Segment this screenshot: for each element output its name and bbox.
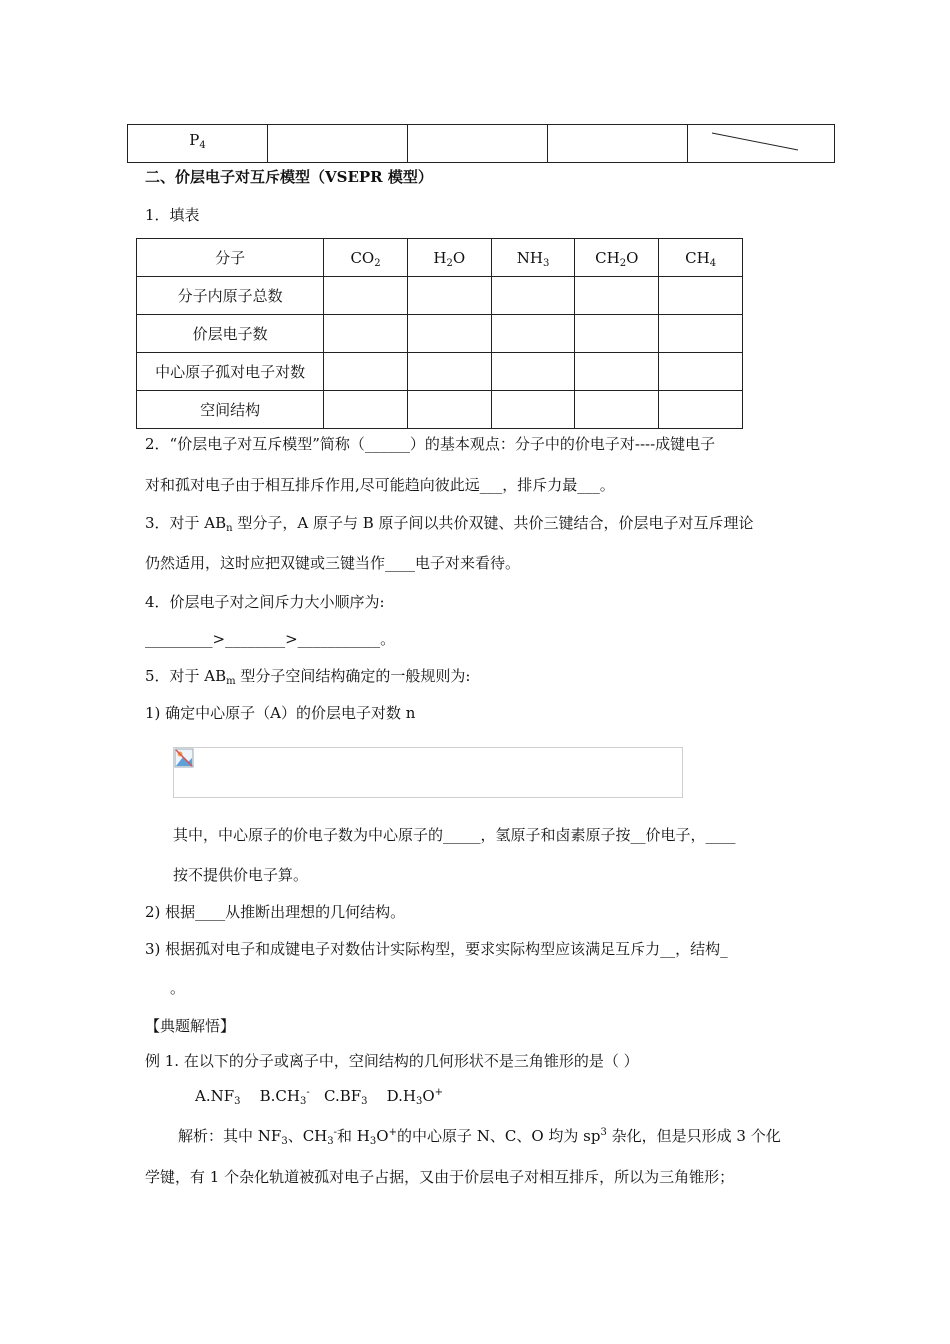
example-header: 【典题解悟】 [145,1017,236,1035]
question-5-step-1: 1) 确定中心原子（A）的价层电子对数 n [145,704,416,722]
broken-image-icon [174,748,194,768]
blank-cell [659,391,743,429]
blank-cell [324,353,408,391]
blank-cell [491,315,575,353]
table-row [137,353,743,391]
blank-cell [575,277,659,315]
header-cell: 分子 [137,239,324,277]
question-5-step-1-note-1: 其中，中心原子的价电子数为中心原子的_____，氢原子和卤素原子按__价电子，____ [173,826,736,844]
example-options: $A.NF_3$ $B.CH_3^-$ $C.BF_3$ $D.H_3O^+$ [195,1087,444,1107]
top-table-cell [548,125,688,163]
fill-table [136,238,743,429]
blank-cell [407,391,491,429]
blank-cell [659,277,743,315]
blank-cell [575,391,659,429]
blank-cell [324,277,408,315]
question-5-step-3: 3) 根据孤对电子和成键电子对数估计实际构型，要求实际构型应该满足互斥力__，结构_ [145,940,728,958]
row-label: 价层电子数 [137,315,324,353]
question-1-label: 1．填表 [145,206,200,224]
fill-table-header-row [137,239,743,277]
blank-cell [491,391,575,429]
table-row [137,277,743,315]
question-5-line-1: 5．对于 $AB_m$ 型分子空间结构确定的一般规则为: [145,667,471,687]
question-2-line-2: 对和孤对电子由于相互排斥作用,尽可能趋向彼此远___，排斥力最___。 [145,476,615,494]
top-table-cell-label: $P_4$ [128,125,268,163]
header-cell: $CH_4$ [659,239,743,277]
question-3-line-1: 3．对于 $AB_n$ 型分子，A 原子与 B 原子间以共价双键、共价三键结合，价层电子对互斥理论 [145,514,754,534]
blank-cell [324,315,408,353]
blank-cell [659,353,743,391]
header-cell: $H_2O$ [407,239,491,277]
blank-cell [407,315,491,353]
example-question: 例 1. 在以下的分子或离子中，空间结构的几何形状不是三角锥形的是（ ） [145,1052,639,1070]
blank-cell [491,277,575,315]
question-2-line-1: 2．“价层电子对互斥模型”简称（______）的基本观点：分子中的价电子对----成键电子 [145,435,716,453]
blank-cell [575,353,659,391]
blank-cell [324,391,408,429]
question-4-line-2: _________>________>___________。 [145,630,396,648]
top-table-cell-slashed [688,125,835,163]
top-table [127,124,835,163]
blank-cell [659,315,743,353]
section-title: 二、价层电子对互斥模型（VSEPR 模型） [145,168,433,186]
question-5-step-3-end: 。 [170,979,186,997]
top-table-cell [268,125,408,163]
row-label: 中心原子孤对电子对数 [137,353,324,391]
row-label: 分子内原子总数 [137,277,324,315]
blank-cell [407,277,491,315]
example-analysis-line-2: 学键，有 1 个杂化轨道被孤对电子占据，又由于价层电子对相互排斥，所以为三角锥形； [145,1168,735,1186]
question-4-line-1: 4．价层电子对之间斥力大小顺序为: [145,593,385,611]
table-row [137,391,743,429]
table-row [137,315,743,353]
header-cell: $CH_2O$ [575,239,659,277]
row-label: 空间结构 [137,391,324,429]
example-analysis-line-1: 解析：其中 $NF_3$、$CH_3^-$和 $H_3O^+$的中心原子 N、C、O 均为 $sp^3$ 杂化，但是只形成 3 个化 [178,1127,781,1147]
diagonal-slash [688,125,836,163]
blank-cell [407,353,491,391]
question-5-step-2: 2) 根据____从推断出理想的几何结构。 [145,903,406,921]
question-3-line-2: 仍然适用，这时应把双键或三键当作____电子对来看待。 [145,554,521,572]
header-cell: $CO_2$ [324,239,408,277]
blank-cell [491,353,575,391]
formula-image-placeholder [173,747,683,798]
header-cell: $NH_3$ [491,239,575,277]
question-5-step-1-note-2: 按不提供价电子算。 [173,866,309,884]
blank-cell [575,315,659,353]
top-table-cell [408,125,548,163]
